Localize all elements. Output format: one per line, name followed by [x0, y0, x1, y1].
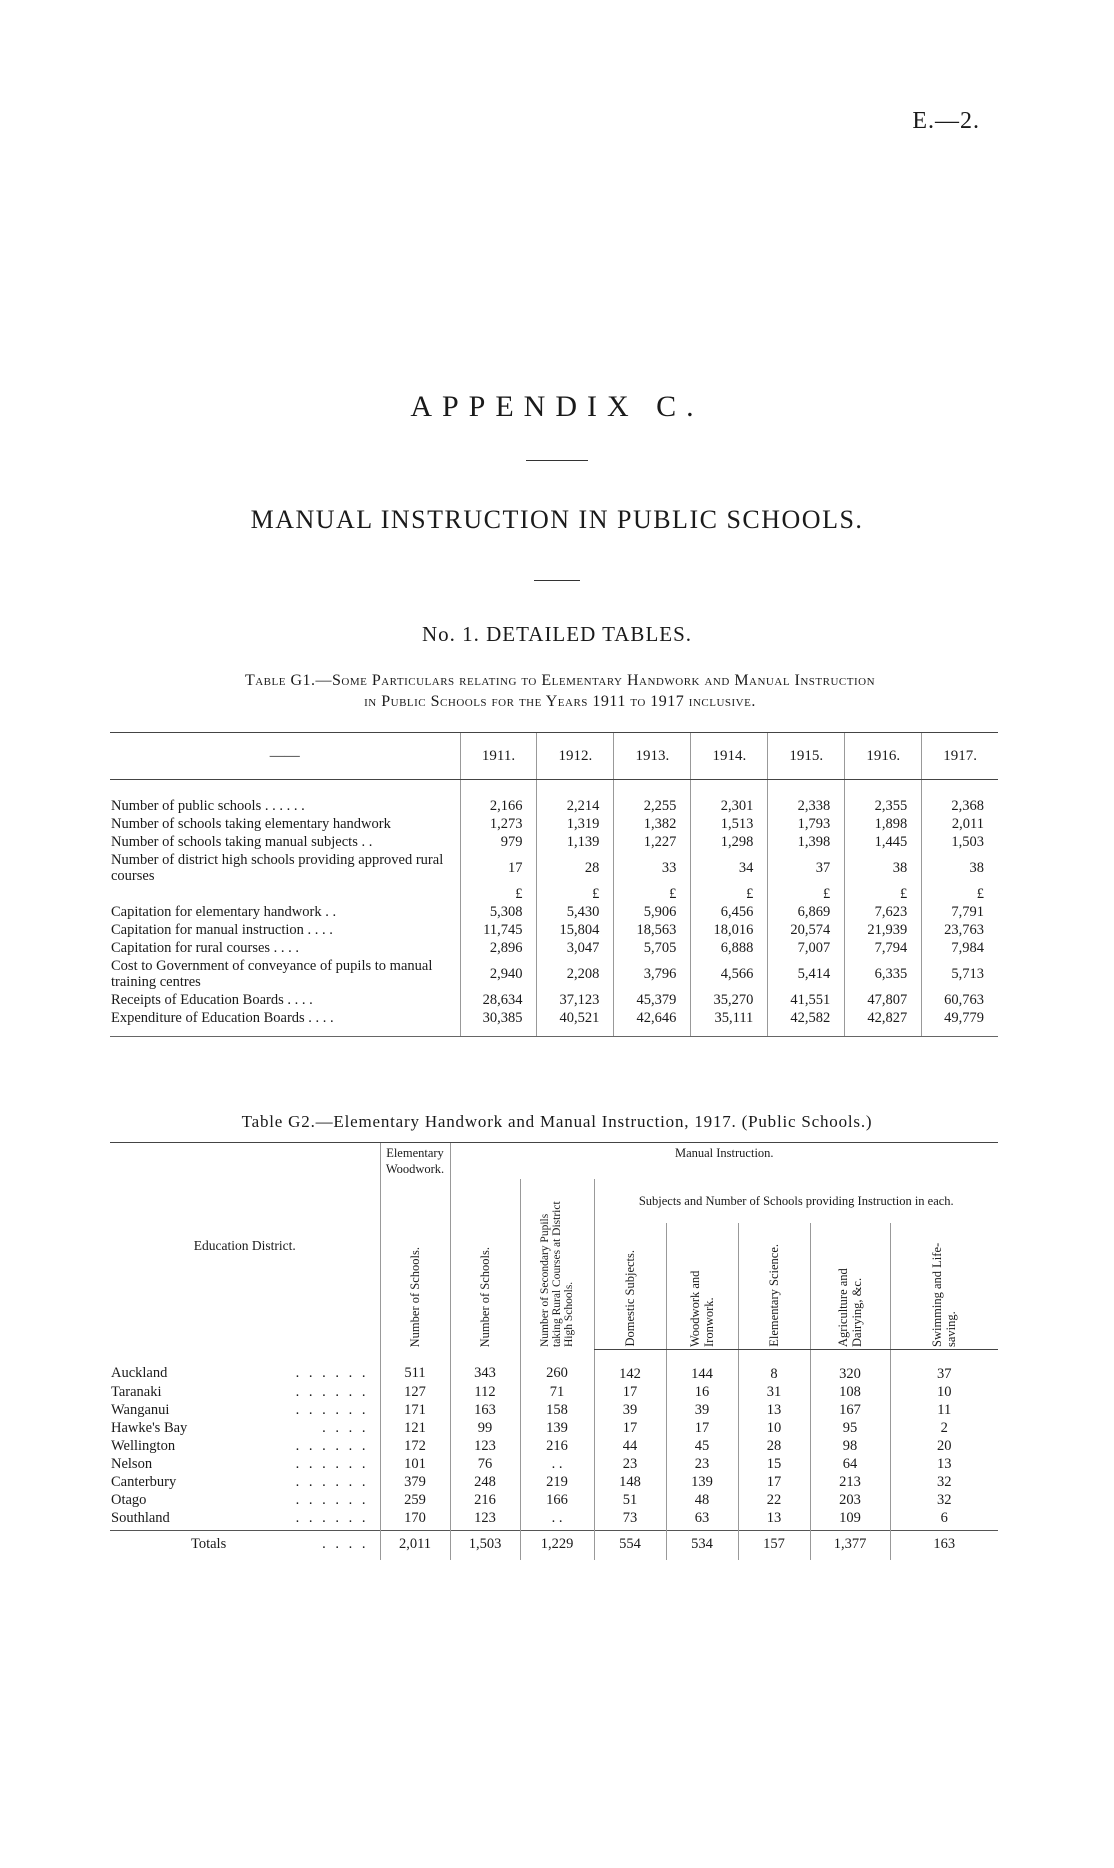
table-cell: 171	[380, 1401, 450, 1419]
table-cell: 64	[810, 1455, 890, 1473]
table-cell: 979	[460, 833, 537, 851]
totals-row	[110, 1530, 998, 1560]
leader-dots: . . . . . .	[295, 1365, 369, 1382]
table-cell: 18,563	[614, 921, 691, 939]
table-cell: 16	[666, 1383, 738, 1401]
table-cell: 172	[380, 1437, 450, 1455]
table-cell: 1,503	[450, 1530, 520, 1560]
district-label: Auckland	[111, 1365, 168, 1382]
table-cell: 30,385	[460, 1009, 537, 1037]
table-cell: 51	[594, 1491, 666, 1509]
table-cell: 39	[594, 1401, 666, 1419]
table-row	[110, 1491, 998, 1509]
table-cell: 213	[810, 1473, 890, 1491]
table-cell: 33	[614, 851, 691, 885]
table-cell: 123	[450, 1509, 520, 1531]
table-cell: 163	[890, 1530, 998, 1560]
header-mi-number-of-schools: Number of Schools.	[450, 1179, 520, 1349]
district-name	[110, 1491, 380, 1509]
table-cell: 37	[890, 1349, 998, 1383]
district-name	[110, 1530, 380, 1560]
table-row	[110, 833, 998, 851]
table-cell: 7,791	[922, 903, 998, 921]
table-cell: 76	[450, 1455, 520, 1473]
table-row	[110, 1473, 998, 1491]
table-cell: 2,208	[537, 957, 614, 991]
district-name	[110, 1455, 380, 1473]
district-label: Nelson	[111, 1455, 153, 1472]
table-g1-caption	[110, 670, 1010, 712]
divider	[534, 580, 580, 581]
table-cell: 534	[666, 1530, 738, 1560]
table-cell: 98	[810, 1437, 890, 1455]
table-cell: 17	[594, 1419, 666, 1437]
table-cell: 37	[768, 851, 845, 885]
table-row	[110, 921, 998, 939]
table-cell: 18,016	[691, 921, 768, 939]
district-label: Wanganui	[111, 1401, 170, 1418]
table-cell: 248	[450, 1473, 520, 1491]
district-name	[110, 1401, 380, 1419]
table-cell: 2,214	[537, 780, 614, 816]
table-cell: 3,796	[614, 957, 691, 991]
table-cell: 23	[594, 1455, 666, 1473]
table-cell: 41,551	[768, 991, 845, 1009]
table-cell: 2,166	[460, 780, 537, 816]
table-cell: 35,111	[691, 1009, 768, 1037]
header-agriculture-dairying: Agriculture and Dairying, &c.	[810, 1223, 890, 1349]
table-cell: 7,794	[845, 939, 922, 957]
table-cell: 219	[520, 1473, 594, 1491]
row-label: Capitation for elementary handwork . .	[111, 904, 337, 920]
table-cell: 108	[810, 1383, 890, 1401]
table-cell: 60,763	[922, 991, 998, 1009]
row-label	[110, 885, 460, 903]
table-cell: 3,047	[537, 939, 614, 957]
year-header: 1917.	[922, 733, 998, 780]
table-cell: 42,827	[845, 1009, 922, 1037]
row-label: Number of public schools . . . . . .	[111, 798, 305, 814]
table-cell: 166	[520, 1491, 594, 1509]
header-swimming-lifesaving: Swimming and Life-saving.	[890, 1223, 998, 1349]
table-cell: 2,368	[922, 780, 998, 816]
district-label: Taranaki	[111, 1383, 162, 1400]
district-name	[110, 1419, 380, 1437]
table-cell: 6,335	[845, 957, 922, 991]
district-name	[110, 1437, 380, 1455]
table-cell: 17	[666, 1419, 738, 1437]
table-cell: £	[768, 885, 845, 903]
table-row	[110, 1437, 998, 1455]
table-cell: 73	[594, 1509, 666, 1531]
table-cell: 71	[520, 1383, 594, 1401]
corner-cell: ——	[110, 733, 460, 780]
year-header: 1915.	[768, 733, 845, 780]
table-cell: 23	[666, 1455, 738, 1473]
table-row	[110, 1401, 998, 1419]
row-label: Number of schools taking elementary handwork	[111, 816, 391, 832]
table-row	[110, 991, 998, 1009]
table-row	[110, 939, 998, 957]
table-cell: 163	[450, 1401, 520, 1419]
table-cell: 170	[380, 1509, 450, 1531]
district-label: Otago	[111, 1491, 147, 1508]
district-label: Wellington	[111, 1437, 176, 1454]
leader-dots: . . . .	[322, 1419, 369, 1436]
table-cell: 167	[810, 1401, 890, 1419]
leader-dots: . . . . . .	[295, 1455, 369, 1472]
table-cell: 260	[520, 1349, 594, 1383]
district-label: Canterbury	[111, 1473, 177, 1490]
table-cell: 11,745	[460, 921, 537, 939]
header-subjects-group: Subjects and Number of Schools providing Instruction in each.	[594, 1179, 998, 1223]
table-cell: 32	[890, 1491, 998, 1509]
table-cell: 42,646	[614, 1009, 691, 1037]
table-cell: 1,513	[691, 815, 768, 833]
table-row	[110, 1383, 998, 1401]
table-cell: 38	[922, 851, 998, 885]
leader-dots: . . . .	[322, 1535, 369, 1552]
table-cell: 2	[890, 1419, 998, 1437]
year-header: 1912.	[537, 733, 614, 780]
table-cell: 1,398	[768, 833, 845, 851]
table-cell: 48	[666, 1491, 738, 1509]
table-cell: 11	[890, 1401, 998, 1419]
table-row	[110, 1009, 998, 1037]
row-label: Expenditure of Education Boards . . . .	[110, 1009, 460, 1037]
table-cell: 1,382	[614, 815, 691, 833]
table-cell: 4,566	[691, 957, 768, 991]
table-row	[110, 885, 998, 903]
table-cell: 38	[845, 851, 922, 885]
table-cell: 15,804	[537, 921, 614, 939]
table-cell: 21,939	[845, 921, 922, 939]
year-header: 1911.	[460, 733, 537, 780]
table-row	[110, 1509, 998, 1531]
table-cell: 1,445	[845, 833, 922, 851]
table-cell: 34	[691, 851, 768, 885]
table-cell: 2,940	[460, 957, 537, 991]
header-elementary-woodwork: Elementary Woodwork.	[380, 1143, 450, 1180]
table-g1	[110, 732, 998, 1037]
header-elementary-science: Elementary Science.	[738, 1223, 810, 1349]
table-cell: 1,319	[537, 815, 614, 833]
table-cell: 28	[537, 851, 614, 885]
table-cell: 1,273	[460, 815, 537, 833]
table-cell: £	[460, 885, 537, 903]
table-cell: 5,713	[922, 957, 998, 991]
table-cell: 42,582	[768, 1009, 845, 1037]
table-cell: 28	[738, 1437, 810, 1455]
table-row	[110, 815, 998, 833]
table-cell: 2,011	[380, 1530, 450, 1560]
table-cell: 5,705	[614, 939, 691, 957]
table-cell: 216	[520, 1437, 594, 1455]
table-cell: 2,255	[614, 780, 691, 816]
table-cell: 99	[450, 1419, 520, 1437]
year-header: 1916.	[845, 733, 922, 780]
table-cell: 320	[810, 1349, 890, 1383]
table-cell: 379	[380, 1473, 450, 1491]
table-cell: 17	[460, 851, 537, 885]
table-cell: 216	[450, 1491, 520, 1509]
row-label: Receipts of Education Boards . . . .	[111, 992, 313, 1008]
table-cell: 5,414	[768, 957, 845, 991]
row-label: Capitation for rural courses . . . .	[111, 940, 300, 956]
year-header: 1914.	[691, 733, 768, 780]
table-cell: 101	[380, 1455, 450, 1473]
row-label: Capitation for manual instruction . . . .	[111, 922, 333, 938]
district-name	[110, 1473, 380, 1491]
table-cell: 10	[890, 1383, 998, 1401]
district-name	[110, 1349, 380, 1383]
divider	[526, 460, 588, 461]
table-cell: 23,763	[922, 921, 998, 939]
table-cell: 7,623	[845, 903, 922, 921]
table-cell: 148	[594, 1473, 666, 1491]
table-cell: 5,906	[614, 903, 691, 921]
table-cell: . .	[520, 1455, 594, 1473]
table-cell: 13	[890, 1455, 998, 1473]
header-woodwork-ironwork: Woodwork and Ironwork.	[666, 1223, 738, 1349]
section-title: No. 1. DETAILED TABLES.	[421, 622, 693, 646]
table-cell: 1,229	[520, 1530, 594, 1560]
table-cell: 6	[890, 1509, 998, 1531]
table-cell: 144	[666, 1349, 738, 1383]
table-cell: £	[614, 885, 691, 903]
table-cell: 157	[738, 1530, 810, 1560]
row-label: Number of district high schools providing approved rural courses	[111, 852, 444, 884]
leader-dots: . . . . . .	[295, 1383, 369, 1400]
table-cell: 44	[594, 1437, 666, 1455]
table-cell: 35,270	[691, 991, 768, 1009]
table-cell: 109	[810, 1509, 890, 1531]
table-cell: 37,123	[537, 991, 614, 1009]
table-cell: 142	[594, 1349, 666, 1383]
table-cell: 31	[738, 1383, 810, 1401]
table-cell: 1,898	[845, 815, 922, 833]
table-cell: 343	[450, 1349, 520, 1383]
row-label: Cost to Government of conveyance of pupils to manual training centres	[111, 958, 433, 990]
leader-dots: . . . . . .	[295, 1437, 369, 1454]
table-cell: 20	[890, 1437, 998, 1455]
table-cell: 2,011	[922, 815, 998, 833]
table-cell: 5,308	[460, 903, 537, 921]
table-cell: 1,298	[691, 833, 768, 851]
leader-dots: . . . . . .	[295, 1509, 369, 1526]
table-cell: 6,869	[768, 903, 845, 921]
table-g2	[110, 1142, 998, 1560]
table-cell: 95	[810, 1419, 890, 1437]
header-row	[110, 1143, 998, 1180]
table-cell: 121	[380, 1419, 450, 1437]
table-cell: 2,896	[460, 939, 537, 957]
table-cell: 39	[666, 1401, 738, 1419]
table-cell: 158	[520, 1401, 594, 1419]
table-cell: 17	[594, 1383, 666, 1401]
header-manual-instruction: Manual Instruction.	[450, 1143, 998, 1180]
table-cell: . .	[520, 1509, 594, 1531]
table-cell: 139	[520, 1419, 594, 1437]
table-cell: 1,793	[768, 815, 845, 833]
table-cell: 47,807	[845, 991, 922, 1009]
table-cell: 13	[738, 1509, 810, 1531]
caption-line: in Public Schools for the Years 1911 to 1917 inclusive.	[364, 693, 756, 710]
table-cell: 5,430	[537, 903, 614, 921]
table-cell: 1,139	[537, 833, 614, 851]
table-cell: £	[537, 885, 614, 903]
year-header: 1913.	[614, 733, 691, 780]
header-domestic-subjects: Domestic Subjects.	[594, 1223, 666, 1349]
row-label: Number of schools taking manual subjects . .	[111, 834, 373, 850]
main-title: MANUAL INSTRUCTION IN PUBLIC SCHOOLS.	[250, 505, 864, 534]
table-cell: 8	[738, 1349, 810, 1383]
table-row	[110, 851, 998, 885]
leader-dots: . . . . . .	[295, 1401, 369, 1418]
table-cell: 13	[738, 1401, 810, 1419]
district-name	[110, 1383, 380, 1401]
table-cell: 554	[594, 1530, 666, 1560]
district-label: Totals	[191, 1535, 227, 1552]
table-cell: 22	[738, 1491, 810, 1509]
table-header-row	[110, 733, 998, 780]
table-cell: 45	[666, 1437, 738, 1455]
district-label: Hawke's Bay	[111, 1419, 188, 1436]
table-cell: 203	[810, 1491, 890, 1509]
table-cell: 7,007	[768, 939, 845, 957]
table-cell: £	[691, 885, 768, 903]
table-cell: 259	[380, 1491, 450, 1509]
table-cell: 2,301	[691, 780, 768, 816]
table-cell: 20,574	[768, 921, 845, 939]
header-ew-number-of-schools: Number of Schools.	[380, 1179, 450, 1349]
table-cell: 10	[738, 1419, 810, 1437]
table-cell: 28,634	[460, 991, 537, 1009]
table-row	[110, 1455, 998, 1473]
table-cell: 1,503	[922, 833, 998, 851]
table-cell: 45,379	[614, 991, 691, 1009]
table-row	[110, 957, 998, 991]
table-cell: £	[922, 885, 998, 903]
table-cell: 15	[738, 1455, 810, 1473]
table-cell: 123	[450, 1437, 520, 1455]
table-row	[110, 780, 998, 816]
table-cell: 2,338	[768, 780, 845, 816]
table-cell: 112	[450, 1383, 520, 1401]
caption-line: Table G1.—Some Particulars relating to Elementary Handwork and Manual Instruction	[244, 672, 876, 689]
table-cell: 127	[380, 1383, 450, 1401]
table-g2-caption: Table G2.—Elementary Handwork and Manual Instruction, 1917. (Public Schools.)	[241, 1112, 873, 1131]
table-cell: 17	[738, 1473, 810, 1491]
district-label: Southland	[111, 1509, 170, 1526]
table-cell: 139	[666, 1473, 738, 1491]
table-cell: 1,377	[810, 1530, 890, 1560]
table-cell: 511	[380, 1349, 450, 1383]
page-reference: E.—2.	[912, 108, 980, 134]
table-row	[110, 1419, 998, 1437]
table-cell: 1,227	[614, 833, 691, 851]
leader-dots: . . . . . .	[295, 1473, 369, 1490]
leader-dots: . . . . . .	[295, 1491, 369, 1508]
table-cell: 7,984	[922, 939, 998, 957]
table-cell: 49,779	[922, 1009, 998, 1037]
table-cell: 2,355	[845, 780, 922, 816]
table-cell: 63	[666, 1509, 738, 1531]
table-row	[110, 1349, 998, 1383]
table-row	[110, 903, 998, 921]
header-secondary-pupils: Number of Secondary Pupils taking Rural Courses at District High Schools.	[520, 1179, 594, 1349]
table-cell: 6,888	[691, 939, 768, 957]
table-cell: 40,521	[537, 1009, 614, 1037]
district-name	[110, 1509, 380, 1531]
appendix-heading: APPENDIX C.	[410, 390, 704, 423]
header-education-district: Education District.	[110, 1143, 380, 1350]
table-cell: 32	[890, 1473, 998, 1491]
table-cell: £	[845, 885, 922, 903]
table-cell: 6,456	[691, 903, 768, 921]
